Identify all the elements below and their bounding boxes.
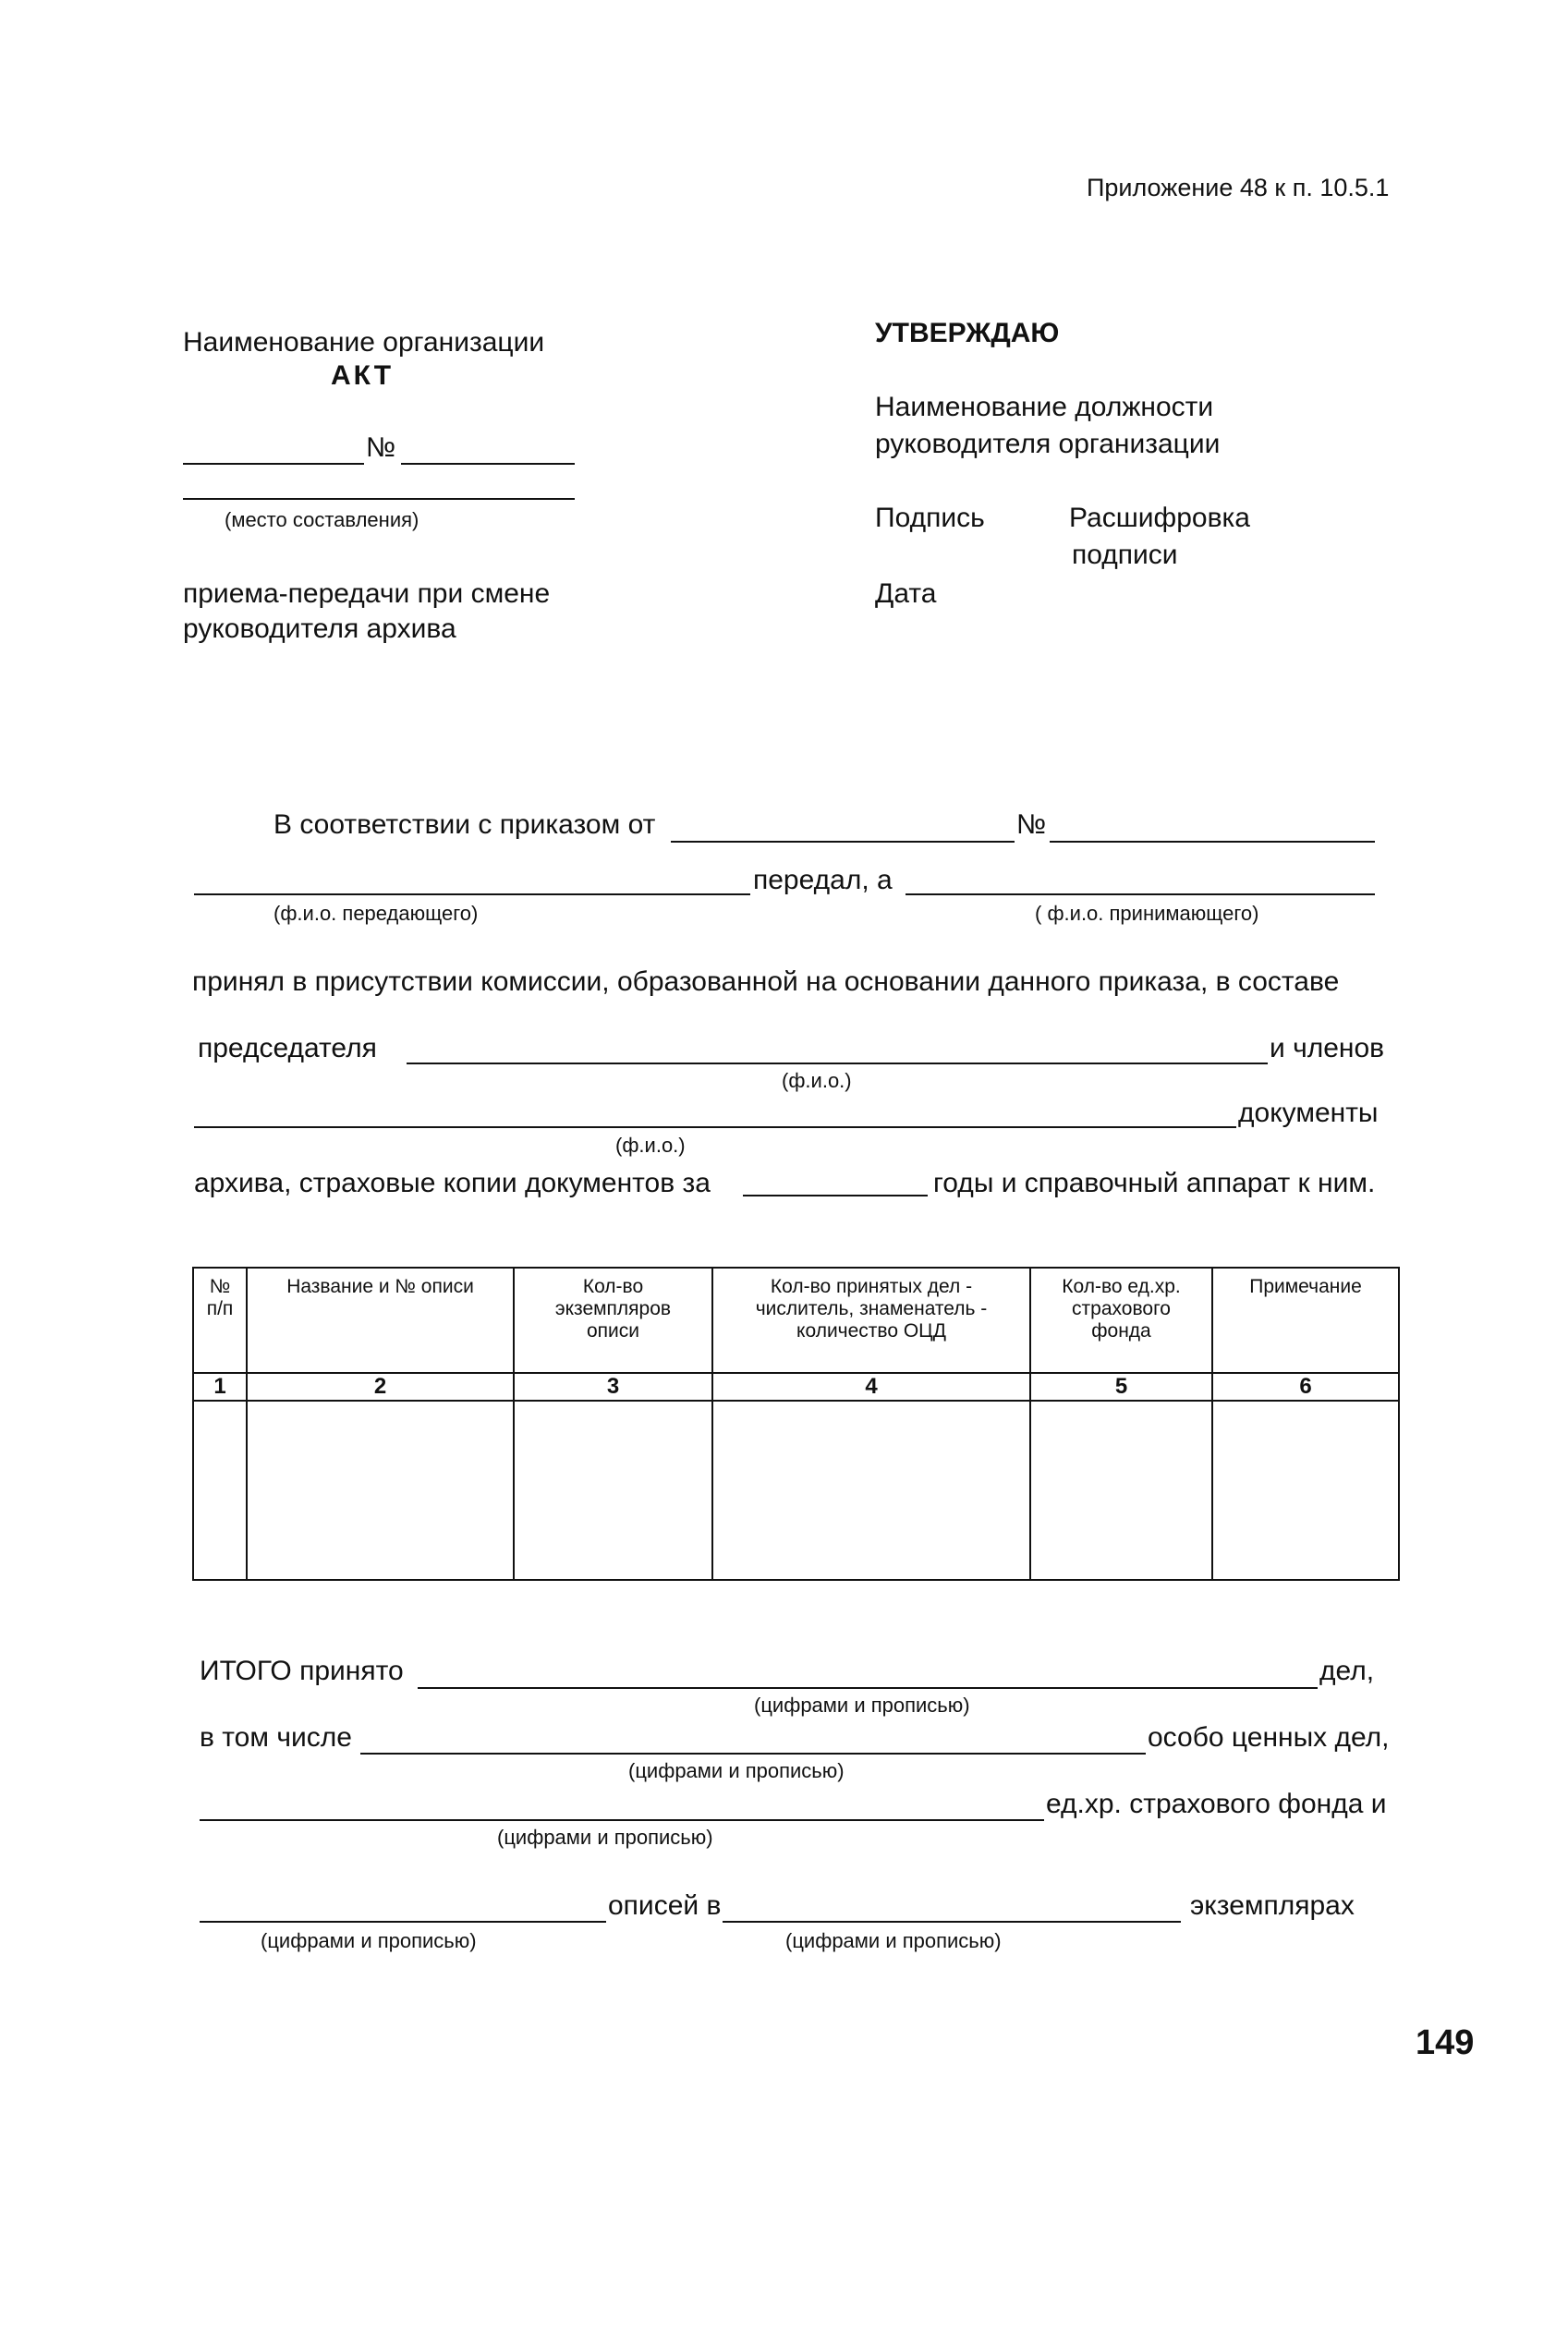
total-accepted-label: ИТОГО принято: [200, 1656, 404, 1686]
order-number-line: [1050, 841, 1375, 843]
signature-decode-line-1: Расшифровка: [1069, 503, 1250, 533]
head-position-line-2: руководителя организации: [875, 429, 1221, 459]
receiver-caption: ( ф.и.о. принимающего): [1035, 902, 1259, 925]
header-cell-cases-count: Кол-во принятых дел - числитель, знаменатель - количество ОЦД: [712, 1268, 1030, 1373]
copies-count-line: [723, 1921, 1181, 1923]
chairman-line: [407, 1063, 1268, 1064]
act-number-sign: №: [366, 432, 396, 463]
signature-label: Подпись: [875, 503, 985, 533]
act-date-line: [183, 463, 364, 465]
copies-text: экземплярах: [1190, 1890, 1355, 1921]
table-cell: [193, 1401, 247, 1580]
giver-name-line: [194, 893, 750, 895]
date-label: Дата: [875, 578, 937, 609]
archive-reference-text: годы и справочный аппарат к ним.: [933, 1168, 1376, 1198]
column-number: 1: [193, 1373, 247, 1401]
column-number: 6: [1212, 1373, 1399, 1401]
table-cell: [1030, 1401, 1212, 1580]
order-date-line: [671, 841, 1015, 843]
act-number-line: [401, 463, 575, 465]
table-cell: [514, 1401, 712, 1580]
valuable-cases-line: [360, 1753, 1146, 1755]
appendix-reference: Приложение 48 к п. 10.5.1: [1087, 174, 1390, 201]
valuable-caption: (цифрами и прописью): [628, 1759, 845, 1782]
inventories-caption: (цифрами и прописью): [261, 1929, 477, 1952]
header-cell-inventory-copies: Кол-во экземпляров описи: [514, 1268, 712, 1373]
table-row: [193, 1401, 1399, 1580]
inventories-count-line: [200, 1921, 606, 1923]
transferred-text: передал, а: [753, 865, 893, 895]
column-number: 2: [247, 1373, 514, 1401]
organization-name-label: Наименование организации: [183, 327, 545, 358]
column-number: 4: [712, 1373, 1030, 1401]
including-label: в том числе: [200, 1722, 352, 1753]
table-column-numbers-row: [193, 1373, 1399, 1401]
order-number-sign: №: [1016, 809, 1047, 840]
giver-caption: (ф.и.о. передающего): [273, 902, 479, 925]
accepted-text: принял в присутствии комиссии, образованной на основании данного приказа, в составе: [192, 966, 1340, 997]
inventories-text: описей в: [608, 1890, 722, 1921]
table-cell: [712, 1401, 1030, 1580]
place-caption: (место составления): [225, 508, 419, 531]
order-text: В соответствии с приказом от: [273, 809, 656, 840]
place-line: [183, 498, 575, 500]
total-accepted-line: [418, 1687, 1318, 1689]
table-cell: [247, 1401, 514, 1580]
total-caption: (цифрами и прописью): [754, 1694, 970, 1717]
table-cell: [1212, 1401, 1399, 1580]
act-subject-line-2: руководителя архива: [183, 613, 456, 644]
receiver-name-line: [906, 893, 1375, 895]
act-title: АКТ: [331, 360, 395, 391]
archive-copies-text: архива, страховые копии документов за: [194, 1168, 711, 1198]
header-cell-inventory-name: Название и № описи: [247, 1268, 514, 1373]
years-line: [743, 1195, 928, 1196]
total-cases-unit: дел,: [1319, 1656, 1375, 1686]
act-subject-line-1: приема-передачи при смене: [183, 578, 551, 609]
approve-heading: УТВЕРЖДАЮ: [875, 318, 1060, 348]
insurance-caption: (цифрами и прописью): [497, 1826, 713, 1849]
copies-caption: (цифрами и прописью): [785, 1929, 1002, 1952]
header-cell-insurance-units: Кол-во ед.хр. страхового фонда: [1030, 1268, 1212, 1373]
chairman-label: председателя: [198, 1033, 377, 1063]
column-number: 5: [1030, 1373, 1212, 1401]
chairman-fio-caption: (ф.и.о.): [782, 1069, 852, 1092]
inventory-table: [192, 1267, 1400, 1581]
members-line: [194, 1126, 1236, 1128]
members-fio-caption: (ф.и.о.): [615, 1134, 686, 1157]
head-position-line-1: Наименование должности: [875, 392, 1214, 422]
header-cell-note: Примечание: [1212, 1268, 1399, 1373]
column-number: 3: [514, 1373, 712, 1401]
insurance-units-text: ед.хр. страхового фонда и: [1046, 1789, 1387, 1819]
header-cell-number: № п/п: [193, 1268, 247, 1373]
table-header-row: [193, 1268, 1399, 1373]
signature-decode-line-2: подписи: [1072, 540, 1178, 570]
and-members-text: и членов: [1270, 1033, 1385, 1063]
valuable-cases-text: особо ценных дел,: [1148, 1722, 1390, 1753]
documents-text: документы: [1238, 1098, 1379, 1128]
page-number: 149: [1416, 2023, 1475, 2062]
insurance-units-line: [200, 1819, 1044, 1821]
